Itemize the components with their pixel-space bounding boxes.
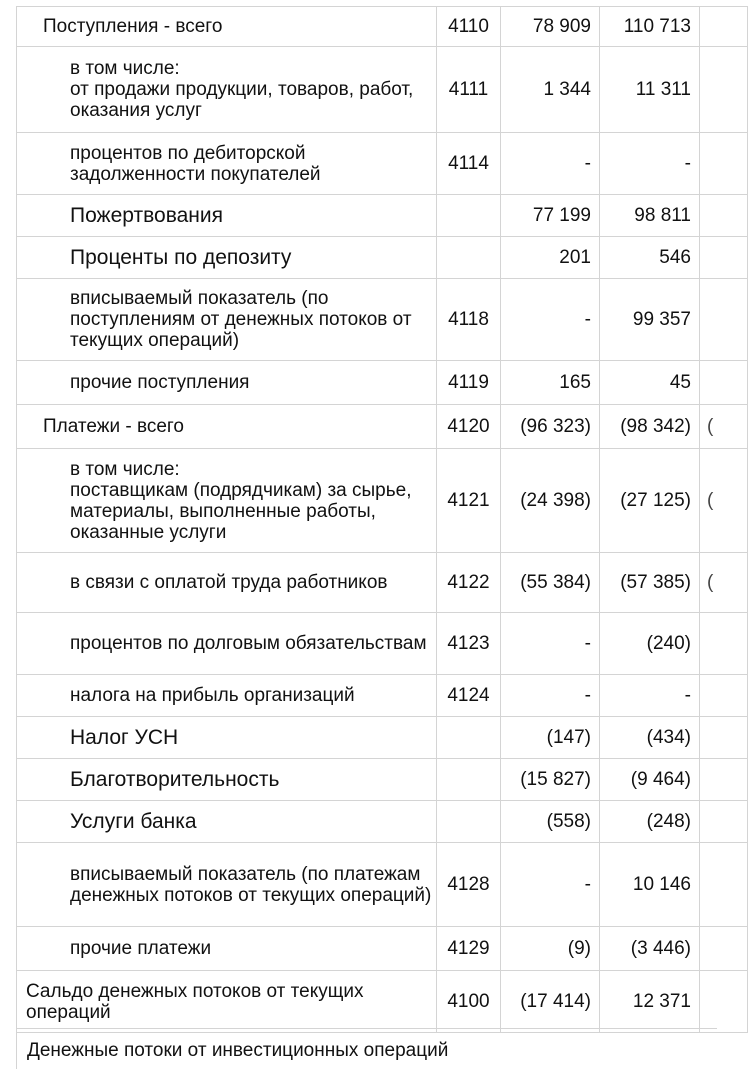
table-row — [17, 613, 748, 675]
row-value-period-2: 546 — [600, 237, 700, 279]
row-value-period-2: (57 385) — [600, 553, 700, 613]
table-row — [17, 759, 748, 801]
row-value-period-3-cropped — [700, 759, 748, 801]
row-code: 4129 — [437, 927, 501, 971]
row-value-period-3-cropped — [700, 675, 748, 717]
row-code — [437, 237, 501, 279]
row-label: вписываемый показатель (по платежам денежных потоков от текущих операций) — [17, 843, 437, 927]
row-code — [437, 195, 501, 237]
row-value-period-2: (27 125) — [600, 449, 700, 553]
row-label: процентов по дебиторской задолженности покупателей — [17, 133, 437, 195]
row-value-period-3-cropped — [700, 405, 748, 449]
table-row — [17, 405, 748, 449]
row-code: 4100 — [437, 971, 501, 1033]
row-code — [437, 717, 501, 759]
row-value-period-1: (147) — [501, 717, 600, 759]
row-value-period-3-cropped — [700, 971, 748, 1033]
cropped-value-fragment: ( — [707, 572, 714, 593]
row-label: Поступления - всего — [17, 7, 437, 47]
table-row — [17, 843, 748, 927]
row-value-period-2: 12 371 — [600, 971, 700, 1033]
row-value-period-2: 99 357 — [600, 279, 700, 361]
row-label: Налог УСН — [17, 717, 437, 759]
row-value-period-2: (98 342) — [600, 405, 700, 449]
row-value-period-3-cropped — [700, 7, 748, 47]
row-label: в связи с оплатой труда работников — [17, 553, 437, 613]
row-label: Сальдо денежных потоков от текущих операций — [17, 971, 437, 1033]
row-value-period-3-cropped — [700, 843, 748, 927]
table-row — [17, 361, 748, 405]
row-value-period-1: - — [501, 279, 600, 361]
row-value-period-1: 165 — [501, 361, 600, 405]
row-value-period-1: 78 909 — [501, 7, 600, 47]
row-code: 4111 — [437, 47, 501, 133]
row-label: Проценты по депозиту — [17, 237, 437, 279]
row-label: Благотворительность — [17, 759, 437, 801]
row-code: 4110 — [437, 7, 501, 47]
row-value-period-2: 110 713 — [600, 7, 700, 47]
row-value-period-2: (9 464) — [600, 759, 700, 801]
row-label: вписываемый показатель (по поступлениям от денежных потоков от текущих операций) — [17, 279, 437, 361]
row-code: 4120 — [437, 405, 501, 449]
table-row — [17, 237, 748, 279]
table-row — [17, 279, 748, 361]
row-code: 4124 — [437, 675, 501, 717]
row-value-period-3-cropped — [700, 361, 748, 405]
row-value-period-2: 11 311 — [600, 47, 700, 133]
row-code — [437, 759, 501, 801]
row-value-period-3-cropped — [700, 237, 748, 279]
table-row — [17, 927, 748, 971]
row-value-period-2: 45 — [600, 361, 700, 405]
row-value-period-3-cropped — [700, 279, 748, 361]
row-value-period-3-cropped — [700, 717, 748, 759]
row-value-period-2: 10 146 — [600, 843, 700, 927]
row-code: 4128 — [437, 843, 501, 927]
row-value-period-3-cropped — [700, 195, 748, 237]
row-label: Услуги банка — [17, 801, 437, 843]
table-row — [17, 553, 748, 613]
table-row — [17, 801, 748, 843]
row-value-period-3-cropped — [700, 927, 748, 971]
partial-next-row-label: Денежные потоки от инвестиционных операций — [27, 1040, 449, 1061]
row-value-period-1: (9) — [501, 927, 600, 971]
row-label: Пожертвования — [17, 195, 437, 237]
row-value-period-1: - — [501, 843, 600, 927]
row-value-period-3-cropped — [700, 553, 748, 613]
row-value-period-1: (17 414) — [501, 971, 600, 1033]
cropped-value-fragment: ( — [707, 416, 714, 437]
row-value-period-3-cropped — [700, 47, 748, 133]
partial-next-row — [16, 1028, 717, 1069]
table-row — [17, 7, 748, 47]
row-label: процентов по долговым обязательствам — [17, 613, 437, 675]
row-value-period-1: - — [501, 675, 600, 717]
row-value-period-2: - — [600, 675, 700, 717]
row-value-period-1: (96 323) — [501, 405, 600, 449]
row-label: в том числе: от продажи продукции, товаров, работ, оказания услуг — [17, 47, 437, 133]
table-row — [17, 47, 748, 133]
row-value-period-3-cropped — [700, 801, 748, 843]
row-code: 4114 — [437, 133, 501, 195]
row-value-period-3-cropped — [700, 133, 748, 195]
row-value-period-1: (558) — [501, 801, 600, 843]
row-value-period-1: - — [501, 613, 600, 675]
table-row — [17, 675, 748, 717]
row-code — [437, 801, 501, 843]
row-label: прочие поступления — [17, 361, 437, 405]
row-label: прочие платежи — [17, 927, 437, 971]
table-row — [17, 449, 748, 553]
row-label: налога на прибыль организаций — [17, 675, 437, 717]
row-code: 4123 — [437, 613, 501, 675]
row-value-period-2: (434) — [600, 717, 700, 759]
row-label: в том числе: поставщикам (подрядчикам) за сырье, материалы, выполненные работы, оказанные услуги — [17, 449, 437, 553]
row-code: 4119 — [437, 361, 501, 405]
row-value-period-1: 77 199 — [501, 195, 600, 237]
row-value-period-1: 1 344 — [501, 47, 600, 133]
row-value-period-1: (55 384) — [501, 553, 600, 613]
table-row — [17, 717, 748, 759]
row-value-period-2: (248) — [600, 801, 700, 843]
row-value-period-2: (240) — [600, 613, 700, 675]
row-value-period-2: - — [600, 133, 700, 195]
row-value-period-2: (3 446) — [600, 927, 700, 971]
cash-flow-table-body — [17, 7, 748, 1033]
row-code: 4118 — [437, 279, 501, 361]
row-label: Платежи - всего — [17, 405, 437, 449]
row-code: 4122 — [437, 553, 501, 613]
row-value-period-2: 98 811 — [600, 195, 700, 237]
row-value-period-3-cropped — [700, 449, 748, 553]
table-row — [17, 195, 748, 237]
row-value-period-1: (24 398) — [501, 449, 600, 553]
cropped-value-fragment: ( — [707, 490, 714, 511]
row-value-period-3-cropped — [700, 613, 748, 675]
cash-flow-table — [16, 6, 748, 1033]
table-row — [17, 133, 748, 195]
row-value-period-1: (15 827) — [501, 759, 600, 801]
row-value-period-1: 201 — [501, 237, 600, 279]
row-code: 4121 — [437, 449, 501, 553]
table-row — [17, 971, 748, 1033]
row-value-period-1: - — [501, 133, 600, 195]
